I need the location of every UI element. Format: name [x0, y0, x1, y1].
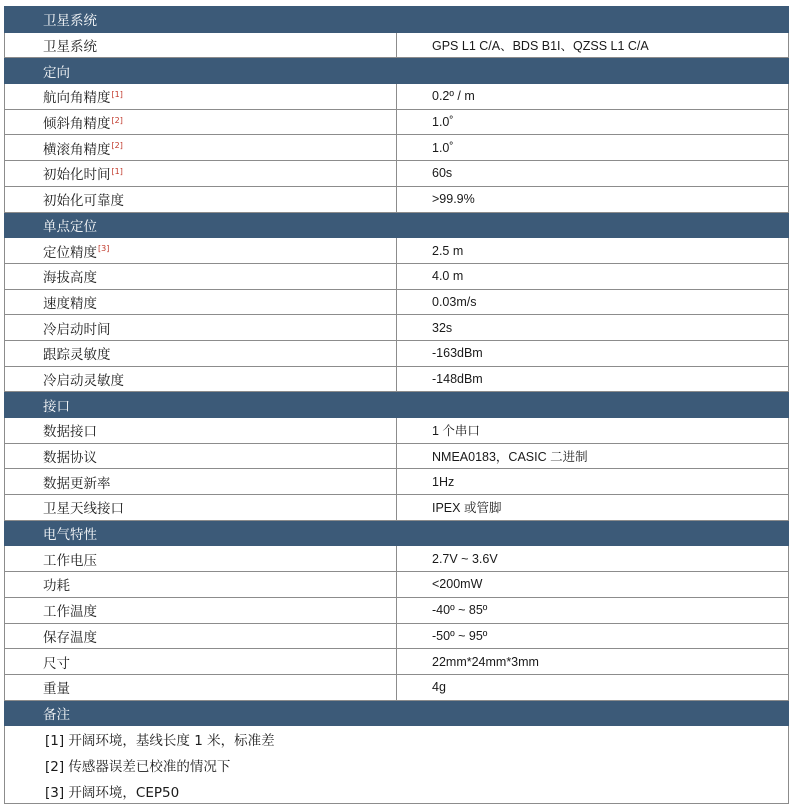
spec-value: 60s — [397, 161, 789, 187]
spec-value: >99.9% — [397, 186, 789, 212]
section-title: 卫星系统 — [5, 7, 789, 33]
spec-row — [5, 495, 789, 521]
spec-value: 0.03m/s — [397, 289, 789, 315]
spec-value: -163dBm — [397, 340, 789, 366]
note-text: [2] 传感器误差已校准的情况下 — [5, 752, 789, 778]
spec-label-cell — [5, 263, 397, 289]
spec-label: 定位精度 — [43, 244, 97, 261]
spec-row — [5, 572, 789, 598]
spec-label-cell — [5, 649, 397, 675]
spec-label: 数据接口 — [43, 424, 97, 441]
spec-label-cell — [5, 289, 397, 315]
spec-label: 航向角精度 — [43, 90, 111, 107]
section-header — [5, 520, 789, 546]
spec-value: NMEA0183，CASIC 二进制 — [397, 443, 789, 469]
spec-label-cell — [5, 340, 397, 366]
spec-row — [5, 443, 789, 469]
spec-value: IPEX 或管脚 — [397, 495, 789, 521]
section-header — [5, 212, 789, 238]
spec-row — [5, 186, 789, 212]
spec-label-cell — [5, 366, 397, 392]
spec-label-cell — [5, 674, 397, 700]
spec-row — [5, 263, 789, 289]
note-row — [5, 778, 789, 804]
spec-label-cell — [5, 161, 397, 187]
footnote-ref: [3] — [98, 244, 110, 254]
spec-row — [5, 623, 789, 649]
spec-label: 工作电压 — [43, 552, 97, 569]
spec-value: 1 个串口 — [397, 418, 789, 444]
spec-value: 32s — [397, 315, 789, 341]
spec-value: <200mW — [397, 572, 789, 598]
spec-label: 尺寸 — [43, 655, 70, 672]
spec-row — [5, 289, 789, 315]
spec-label: 工作温度 — [43, 604, 97, 621]
spec-value: -40º ~ 85º — [397, 597, 789, 623]
spec-value: 0.2º / m — [397, 84, 789, 110]
spec-label: 重量 — [43, 681, 70, 698]
spec-label-cell — [5, 315, 397, 341]
spec-row — [5, 161, 789, 187]
spec-row — [5, 649, 789, 675]
spec-value: -148dBm — [397, 366, 789, 392]
spec-label-cell — [5, 597, 397, 623]
spec-value: 1Hz — [397, 469, 789, 495]
spec-row — [5, 418, 789, 444]
spec-label: 海拔高度 — [43, 270, 97, 287]
spec-label: 数据更新率 — [43, 475, 111, 492]
spec-value: 4g — [397, 674, 789, 700]
section-header — [5, 58, 789, 84]
spec-value: 1.0˚ — [397, 135, 789, 161]
spec-label-cell — [5, 135, 397, 161]
footnote-ref: [1] — [111, 89, 123, 99]
spec-row — [5, 32, 789, 58]
spec-label-cell — [5, 84, 397, 110]
spec-value: 2.7V ~ 3.6V — [397, 546, 789, 572]
spec-label: 速度精度 — [43, 295, 97, 312]
spec-label-cell — [5, 572, 397, 598]
spec-label-cell — [5, 186, 397, 212]
spec-value: -50º ~ 95º — [397, 623, 789, 649]
spec-label-cell — [5, 623, 397, 649]
footnote-ref: [2] — [111, 141, 123, 151]
spec-row — [5, 84, 789, 110]
spec-label: 初始化时间 — [43, 167, 111, 184]
note-text: [1] 开阔环境，基线长度 1 米，标准差 — [5, 726, 789, 752]
note-text: [3] 开阔环境，CEP50 — [5, 778, 789, 804]
spec-label: 冷启动灵敏度 — [43, 372, 124, 389]
spec-label: 跟踪灵敏度 — [43, 347, 111, 364]
spec-label: 功耗 — [43, 578, 70, 595]
spec-label-cell — [5, 109, 397, 135]
section-title: 定向 — [5, 58, 789, 84]
spec-value: 2.5 m — [397, 238, 789, 264]
footnote-ref: [1] — [111, 166, 123, 176]
spec-label: 横滚角精度 — [43, 141, 111, 158]
spec-label-cell — [5, 469, 397, 495]
spec-label-cell — [5, 418, 397, 444]
spec-label-cell — [5, 495, 397, 521]
spec-row — [5, 366, 789, 392]
spec-label: 卫星天线接口 — [43, 501, 124, 518]
spec-row — [5, 109, 789, 135]
notes-title: 备注 — [5, 700, 789, 726]
spec-value: 4.0 m — [397, 263, 789, 289]
spec-label: 初始化可靠度 — [43, 193, 124, 210]
spec-label: 卫星系统 — [43, 39, 97, 56]
note-row — [5, 726, 789, 752]
spec-row — [5, 674, 789, 700]
note-row — [5, 752, 789, 778]
spec-label: 倾斜角精度 — [43, 116, 111, 133]
section-title: 接口 — [5, 392, 789, 418]
spec-row — [5, 238, 789, 264]
spec-row — [5, 469, 789, 495]
section-title: 单点定位 — [5, 212, 789, 238]
spec-value: GPS L1 C/A、BDS B1I、QZSS L1 C/A — [397, 32, 789, 58]
section-title: 电气特性 — [5, 520, 789, 546]
spec-value: 22mm*24mm*3mm — [397, 649, 789, 675]
notes-header — [5, 700, 789, 726]
spec-label-cell — [5, 238, 397, 264]
spec-row — [5, 315, 789, 341]
spec-label-cell — [5, 443, 397, 469]
spec-table — [4, 6, 789, 804]
spec-row — [5, 340, 789, 366]
section-header — [5, 392, 789, 418]
footnote-ref: [2] — [111, 115, 123, 125]
spec-row — [5, 135, 789, 161]
spec-value: 1.0˚ — [397, 109, 789, 135]
spec-row — [5, 597, 789, 623]
spec-label: 保存温度 — [43, 629, 97, 646]
spec-row — [5, 546, 789, 572]
spec-label: 冷启动时间 — [43, 321, 111, 338]
spec-label: 数据协议 — [43, 450, 97, 467]
spec-label-cell — [5, 32, 397, 58]
section-header — [5, 7, 789, 33]
spec-label-cell — [5, 546, 397, 572]
